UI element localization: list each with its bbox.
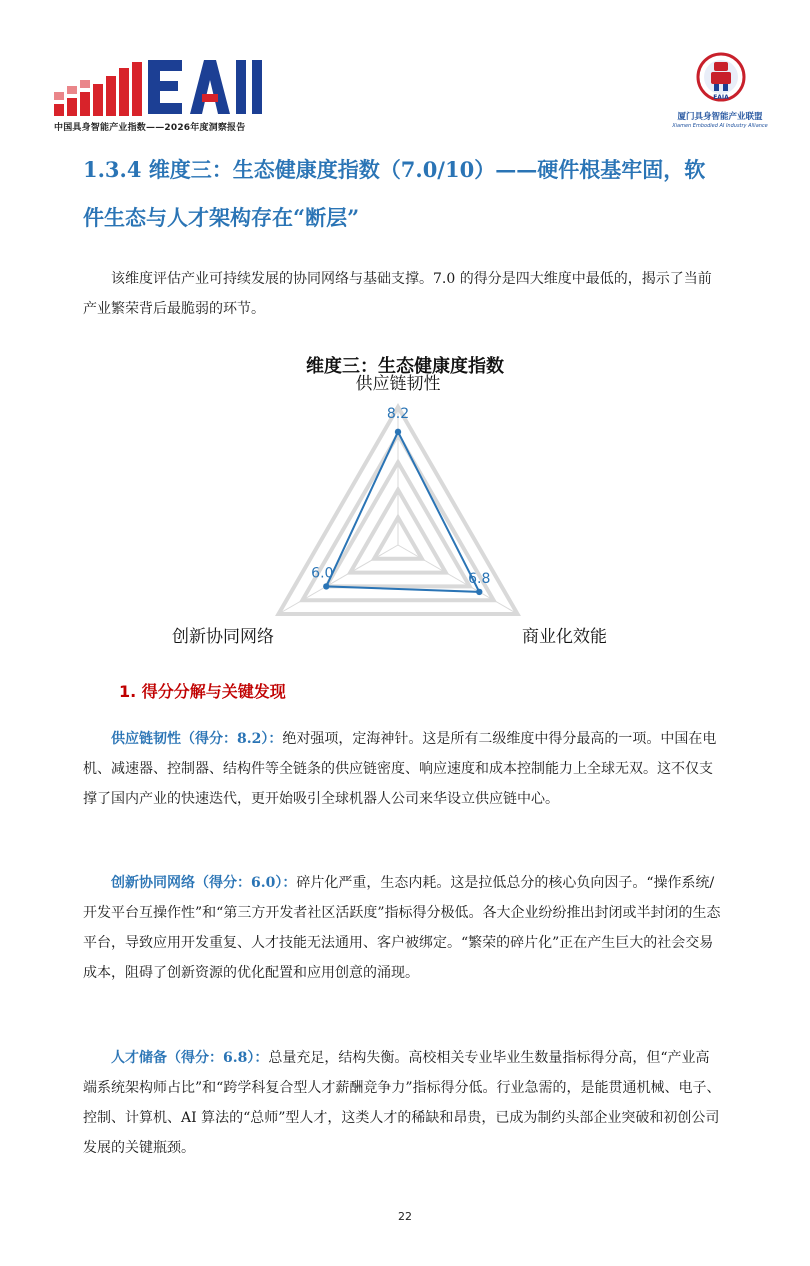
finding-text: 绝对强项，定海神针。这是所有二级维度中得分最高的一项。中国在电机、减速器、控制器、结构件等全链条的供应链密度、响应速度和成本控制能力上全球无双。这不仅支撑了国内产业的快速迭代，更开始吸引全球机器人公司来华设立供应链中心。 <box>83 731 717 807</box>
finding-label: 创新协同网络（得分：6.0）： <box>111 875 297 891</box>
radar-chart <box>171 374 620 650</box>
radar-axis-label: 创新协同网络 <box>171 627 274 647</box>
radar-data-point <box>395 429 401 435</box>
finding-text: 总量充足，结构失衡。高校相关专业毕业生数量指标得分高，但“产业高端系统架构师占比”和“跨学科复合型人才薪酬竞争力”指标得分低。行业急需的，是能贯通机械、电子、控制、计算机、AI 算法的“总师”型人才，这类人才的稀缺和昂贵，已成为制约头部企业突破和初创公司发展的关键瓶颈。 <box>83 1050 721 1156</box>
radar-data-point <box>323 583 329 589</box>
finding-label: 人才储备（得分：6.8）： <box>111 1050 269 1066</box>
eaii-caption: 中国具身智能产业指数——2026年度洞察报告 <box>54 123 246 133</box>
eaia-org-name: 厦门具身智能产业联盟 <box>677 112 763 122</box>
eaia-logo-text: EAIA <box>713 94 729 101</box>
section-title: 1.3.4 维度三：生态健康度指数（7.0/10）——硬件根基牢固，软件生态与人才架构存在“断层” <box>83 157 706 230</box>
chart-title: 维度三：生态健康度指数 <box>306 356 504 377</box>
radar-value-label: 8.2 <box>386 405 410 422</box>
radar-axis-label: 供应链韧性 <box>355 374 441 394</box>
radar-axis-label: 商业化效能 <box>522 627 608 647</box>
intro-paragraph: 该维度评估产业可持续发展的协同网络与基础支撑。7.0 的得分是四大维度中最低的，揭示了当前产业繁荣背后最脆弱的环节。 <box>83 271 712 317</box>
finding-label: 供应链韧性（得分：8.2）： <box>111 731 283 747</box>
radar-value-label: 6.8 <box>468 570 491 587</box>
eaia-org-en: Xiamen Embodied AI Industry Alliance <box>672 123 768 129</box>
page-number: 22 <box>398 1210 412 1223</box>
eaia-logo <box>692 52 750 102</box>
findings-heading: 1. 得分分解与关键发现 <box>119 682 286 701</box>
finding-supply-chain <box>83 724 723 814</box>
radar-value-label: 6.0 <box>311 565 334 582</box>
radar-data-point <box>476 589 482 595</box>
page-header <box>0 0 810 140</box>
eaii-logo <box>54 58 266 116</box>
finding-text: 碎片化严重，生态内耗。这是拉低总分的核心负向因子。“操作系统/开发平台互操作性”和“第三方开发者社区活跃度”指标得分极低。各大企业纷纷推出封闭或半封闭的生态平台，导致应用开发重复、人才技能无法通用、客户被绑定。“繁荣的碎片化”正在产生巨大的社会交易成本，阻碍了创新资源的优化配置和应用创意的涌现。 <box>83 875 721 981</box>
finding-talent <box>83 1043 723 1163</box>
finding-innovation-network <box>83 868 723 988</box>
